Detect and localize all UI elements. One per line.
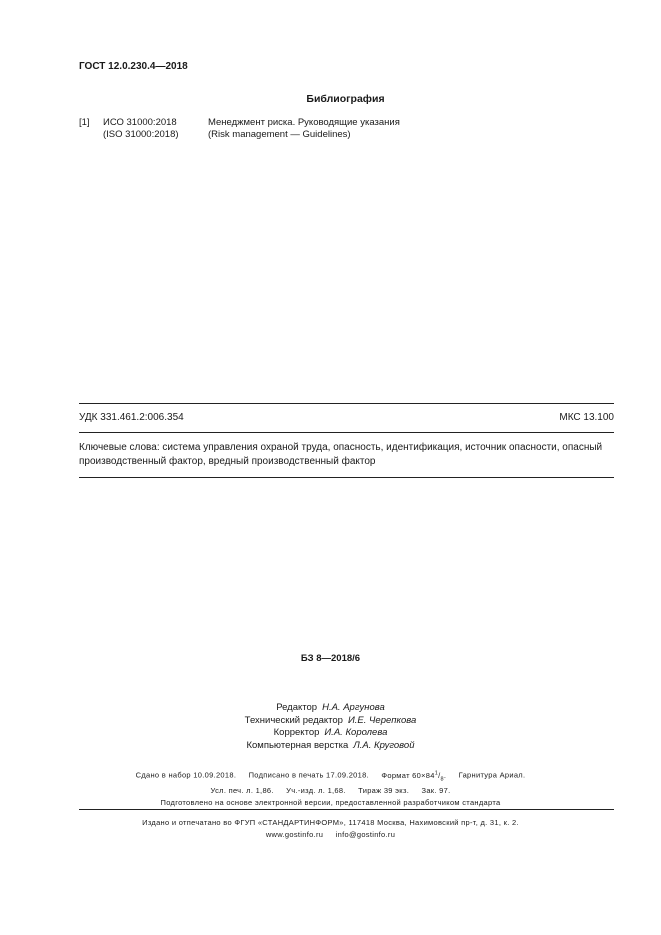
- website-link[interactable]: www.gostinfo.ru: [265, 830, 324, 839]
- divider-middle: [79, 432, 614, 433]
- typeface: Гарнитура Ариал.: [458, 770, 526, 780]
- divider-footer: [79, 809, 614, 810]
- publication-line-1: [0, 767, 661, 785]
- mks-code: МКС 13.100: [559, 412, 614, 423]
- entry-title-en: (Risk management — Guidelines): [208, 129, 351, 140]
- entry-title: [208, 117, 400, 141]
- keywords: Ключевые слова: система управления охраной труда, опасность, идентификация, источник опасности, опасный производственный фактор, вредный производственный фактор: [79, 442, 603, 467]
- publication-line-2: [0, 785, 661, 797]
- order-number: Зак. 97.: [421, 786, 451, 795]
- publication-line-3: Подготовлено на основе электронной версии, предоставленной разработчиком стандарта: [160, 798, 501, 807]
- bibliography-title: Библиография: [306, 93, 385, 105]
- print-sheets: Усл. печ. л. 1,86.: [210, 786, 274, 795]
- publisher-address: Издано и отпечатано во ФГУП «СТАНДАРТИНФОРМ», 117418 Москва, Нахимовский пр-т, д. 31, к. 2.: [142, 818, 519, 827]
- entry-standard-ru: ИСО 31000:2018: [103, 117, 177, 128]
- credit-role: Компьютерная верстка: [246, 739, 349, 751]
- credit-name: Л.А. Круговой: [353, 739, 415, 751]
- typeset-date: Сдано в набор 10.09.2018.: [135, 770, 237, 780]
- circulation: Тираж 39 экз.: [358, 786, 410, 795]
- publication-info: [0, 767, 661, 809]
- publisher-sheets: Уч.-изд. л. 1,68.: [286, 786, 346, 795]
- email-link[interactable]: info@gostinfo.ru: [335, 830, 396, 839]
- credit-name: Н.А. Аргунова: [322, 702, 385, 713]
- credit-proofreader: [0, 727, 661, 740]
- publisher-contacts: [0, 829, 661, 841]
- udk-code: УДК 331.461.2:006.354: [79, 412, 184, 423]
- document-code: ГОСТ 12.0.230.4—2018: [79, 61, 188, 72]
- credit-name: И.А. Королева: [324, 727, 388, 738]
- credit-role: Корректор: [273, 727, 320, 738]
- format: Формат $60\times 84^1/_8$.: [381, 770, 447, 782]
- divider-top: [79, 403, 614, 404]
- entry-number: [1]: [79, 117, 90, 128]
- publisher-footer: [0, 817, 661, 841]
- credit-role: Редактор: [276, 702, 318, 713]
- print-date: Подписано в печать 17.09.2018.: [248, 770, 369, 780]
- credit-name: И.Е. Черепкова: [347, 714, 417, 726]
- credit-layout: [0, 740, 661, 753]
- credit-tech-editor: [0, 715, 661, 728]
- bz-number: БЗ 8—2018/6: [300, 653, 361, 664]
- entry-standard-en: (ISO 31000:2018): [103, 129, 179, 140]
- entry-title-ru: Менеджмент риска. Руководящие указания: [208, 117, 400, 128]
- credit-role: Технический редактор: [244, 714, 343, 726]
- credits-block: [0, 702, 661, 752]
- divider-bottom: [79, 477, 614, 478]
- credit-editor: [0, 702, 661, 715]
- entry-standard: [103, 117, 179, 141]
